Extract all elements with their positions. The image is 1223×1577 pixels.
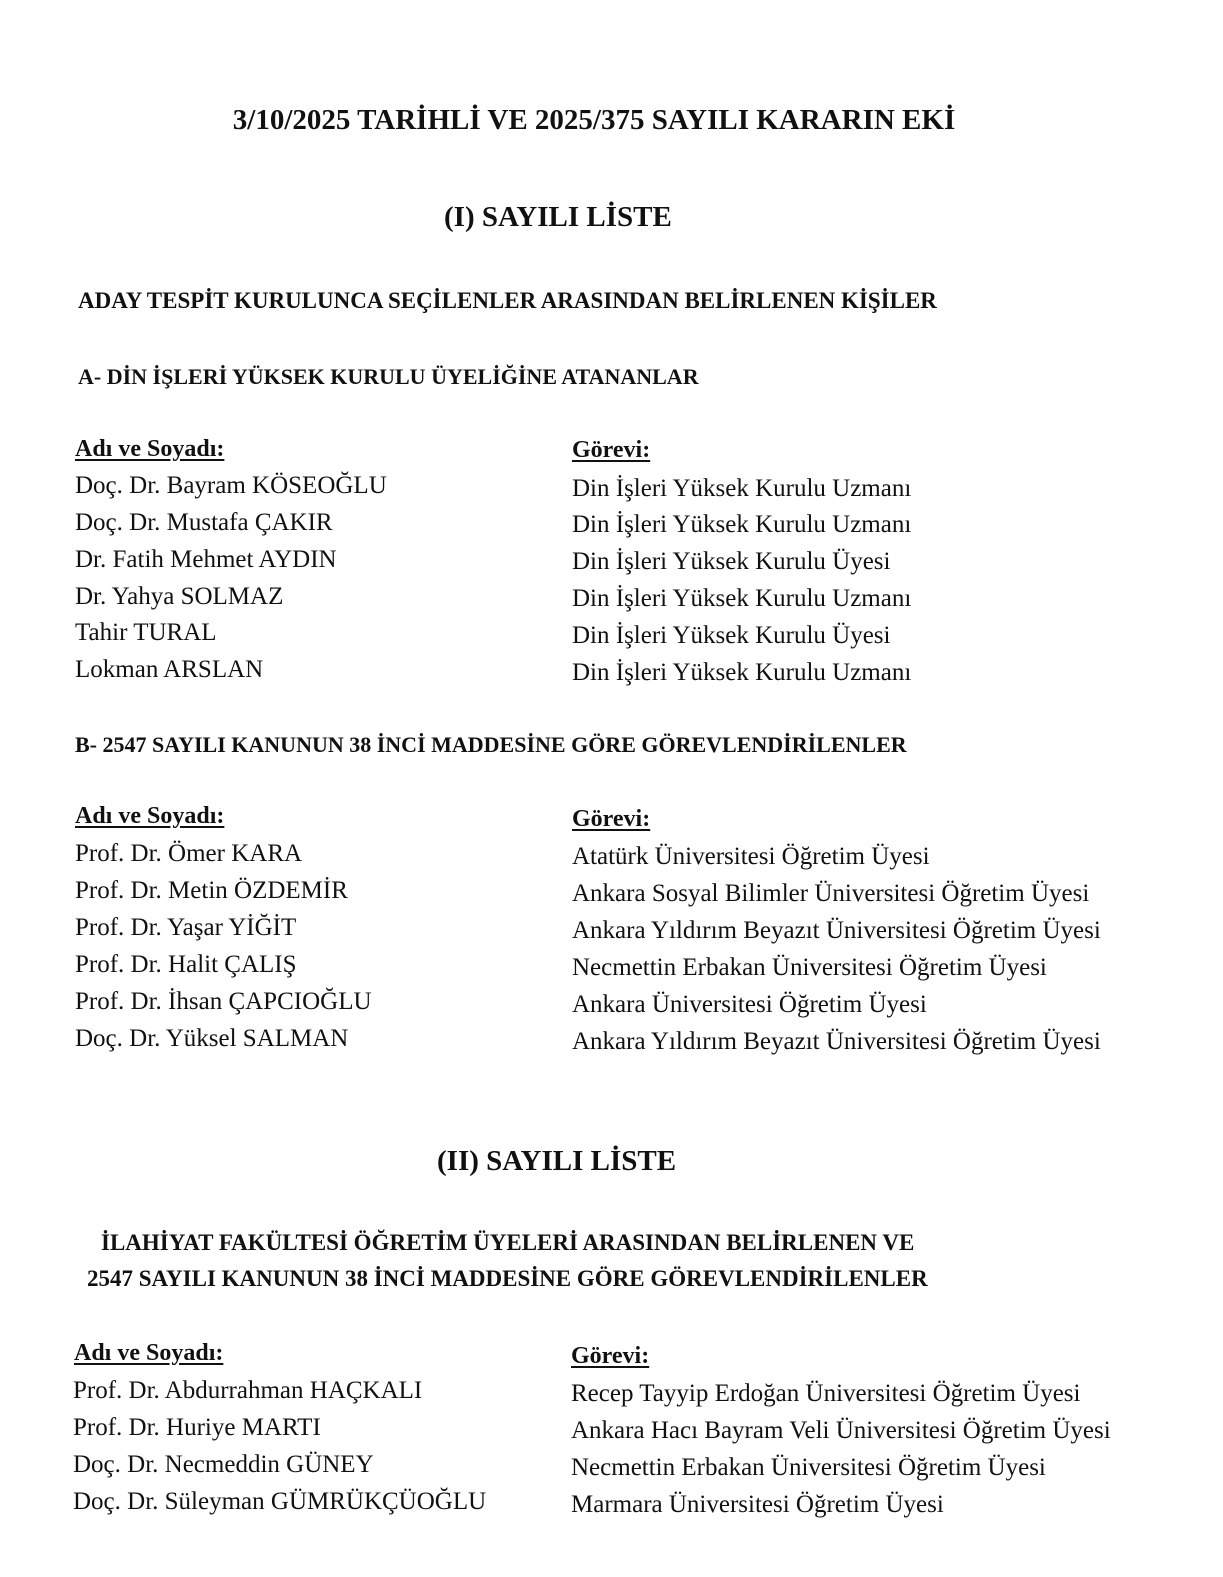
section-b-row-3-role: Ankara Yıldırım Beyazıt Üniversitesi Öğretim Üyesi [572,917,1101,944]
section-b-row-2-role: Ankara Sosyal Bilimler Üniversitesi Öğretim Üyesi [572,880,1090,907]
section-a-heading: A- DİN İŞLERİ YÜKSEK KURULU ÜYELİĞİNE ATANANLAR [78,364,699,389]
section-a-row-4-name: Dr. Yahya SOLMAZ [75,583,284,610]
section-a-row-2-name: Doç. Dr. Mustafa ÇAKIR [75,509,333,536]
section-b-name-column-header: Adı ve Soyadı: [75,803,225,829]
section-a-row-6-name: Lokman ARSLAN [75,656,264,683]
section-a-name-column-header: Adı ve Soyadı: [75,436,225,462]
section-a-row-6-role: Din İşleri Yüksek Kurulu Uzmanı [572,659,912,686]
section-b-row-5-name: Prof. Dr. İhsan ÇAPCIOĞLU [75,988,372,1015]
list-2-title: (II) SAYILI LİSTE [437,1145,677,1177]
section-b-role-column-header: Görevi: [572,806,651,832]
section-b-row-1-name: Prof. Dr. Ömer KARA [75,840,303,867]
list-2-row-1-role: Recep Tayyip Erdoğan Üniversitesi Öğretim Üyesi [571,1380,1081,1407]
section-a-row-2-role: Din İşleri Yüksek Kurulu Uzmanı [572,511,912,538]
list-2-name-column-header: Adı ve Soyadı: [74,1340,224,1366]
list-2-row-2-role: Ankara Hacı Bayram Veli Üniversitesi Öğretim Üyesi [571,1417,1111,1444]
list-2-row-4-name: Doç. Dr. Süleyman GÜMRÜKÇÜOĞLU [73,1488,487,1515]
list-2-row-3-name: Doç. Dr. Necmeddin GÜNEY [73,1451,374,1478]
section-b-row-5-role: Ankara Üniversitesi Öğretim Üyesi [572,991,927,1018]
list-2-heading-line-2: 2547 SAYILI KANUNUN 38 İNCİ MADDESİNE GÖRE GÖREVLENDİRİLENLER [87,1266,928,1291]
section-a-row-1-name: Doç. Dr. Bayram KÖSEOĞLU [75,472,387,499]
section-b-row-1-role: Atatürk Üniversitesi Öğretim Üyesi [572,843,930,870]
section-b-heading: B- 2547 SAYILI KANUNUN 38 İNCİ MADDESİNE GÖRE GÖREVLENDİRİLENLER [75,732,907,757]
section-b-row-6-name: Doç. Dr. Yüksel SALMAN [75,1025,349,1052]
list-2-row-3-role: Necmettin Erbakan Üniversitesi Öğretim Üyesi [571,1454,1046,1481]
section-a-row-3-role: Din İşleri Yüksek Kurulu Üyesi [572,548,891,575]
section-b-row-4-name: Prof. Dr. Halit ÇALIŞ [75,951,297,978]
list-2-role-column-header: Görevi: [571,1343,650,1369]
section-a-row-1-role: Din İşleri Yüksek Kurulu Uzmanı [572,475,912,502]
list-2-heading-line-1: İLAHİYAT FAKÜLTESİ ÖĞRETİM ÜYELERİ ARASINDAN BELİRLENEN VE [101,1230,915,1255]
document-title: 3/10/2025 TARİHLİ VE 2025/375 SAYILI KARARIN EKİ [232,104,956,136]
list-2-row-2-name: Prof. Dr. Huriye MARTI [73,1414,321,1441]
section-a-row-3-name: Dr. Fatih Mehmet AYDIN [75,546,337,573]
section-a-row-4-role: Din İşleri Yüksek Kurulu Uzmanı [572,585,912,612]
list-1-heading: ADAY TESPİT KURULUNCA SEÇİLENLER ARASINDAN BELİRLENEN KİŞİLER [78,288,937,313]
section-b-row-6-role: Ankara Yıldırım Beyazıt Üniversitesi Öğretim Üyesi [572,1028,1101,1055]
section-a-row-5-name: Tahir TURAL [75,619,217,646]
section-b-row-4-role: Necmettin Erbakan Üniversitesi Öğretim Üyesi [572,954,1047,981]
section-b-row-3-name: Prof. Dr. Yaşar YİĞİT [75,914,297,941]
list-2-row-1-name: Prof. Dr. Abdurrahman HAÇKALI [73,1377,423,1404]
list-2-row-4-role: Marmara Üniversitesi Öğretim Üyesi [571,1491,944,1518]
section-b-row-2-name: Prof. Dr. Metin ÖZDEMİR [75,877,348,904]
list-1-title: (I) SAYILI LİSTE [444,201,672,233]
section-a-row-5-role: Din İşleri Yüksek Kurulu Üyesi [572,622,891,649]
section-a-role-column-header: Görevi: [572,437,651,463]
